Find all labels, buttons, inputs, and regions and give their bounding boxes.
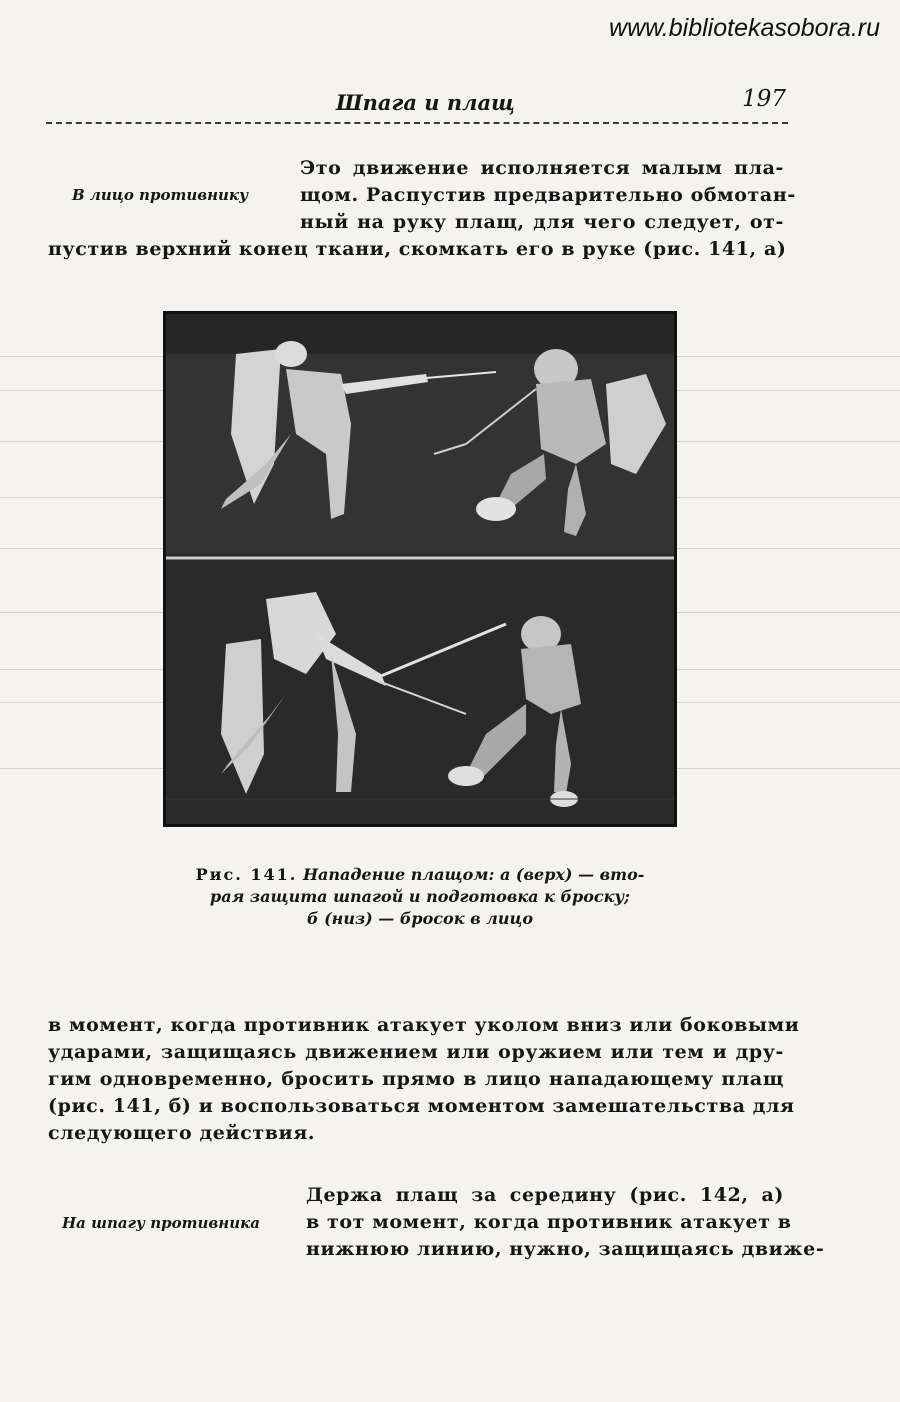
paragraph-3 [306,1182,825,1263]
text-line: Держа плащ за середину (рис. 142, а) [306,1184,784,1206]
figure-caption [160,864,680,930]
text-line: в тот момент, когда противник атакует в [306,1211,792,1233]
text-line: следующего действия. [48,1122,316,1144]
caption-line: б (низ) — бросок в лицо [306,909,534,928]
text-line: пустив верхний конец ткани, скомкать его в руке (рис. 141, а) [48,238,787,260]
text-line: ный на руку плащ, для чего следует, от- [300,211,784,233]
text-line: в момент, когда противник атакует уколом вниз или боковыми [48,1014,800,1036]
text-line: (рис. 141, б) и воспользоваться моментом замешательства для [48,1095,795,1117]
figure-label: Рис. 141. [195,865,298,884]
paragraph-2 [48,1012,800,1147]
margin-note: В лицо противнику [72,186,249,204]
watermark-url[interactable]: www.bibliotekasobora.ru [609,14,880,42]
caption-text: Нападение плащом: а (верх) — вто- [302,865,645,884]
caption-line [160,864,680,886]
caption-line: рая защита шпагой и подготовка к броску; [210,887,630,906]
text-line: Это движение исполняется малым пла- [300,157,784,179]
running-header [46,86,788,124]
text-line: гим одновременно, бросить прямо в лицо нападающему плащ [48,1068,784,1090]
text-line: ударами, защищаясь движением или оружием или тем и дру- [48,1041,784,1063]
text-line: нижнюю линию, нужно, защищаясь движе- [306,1238,825,1260]
paragraph-1-top [300,155,796,236]
text-line: щом. Распустив предварительно обмотан- [300,184,796,206]
running-title: Шпага и плащ [336,90,515,115]
fencing-photo-illustration [166,314,674,824]
page-number: 197 [742,86,786,112]
margin-note: На шпагу противника [62,1214,260,1232]
figure-photo [163,311,677,827]
paragraph-1-wide [48,236,787,263]
